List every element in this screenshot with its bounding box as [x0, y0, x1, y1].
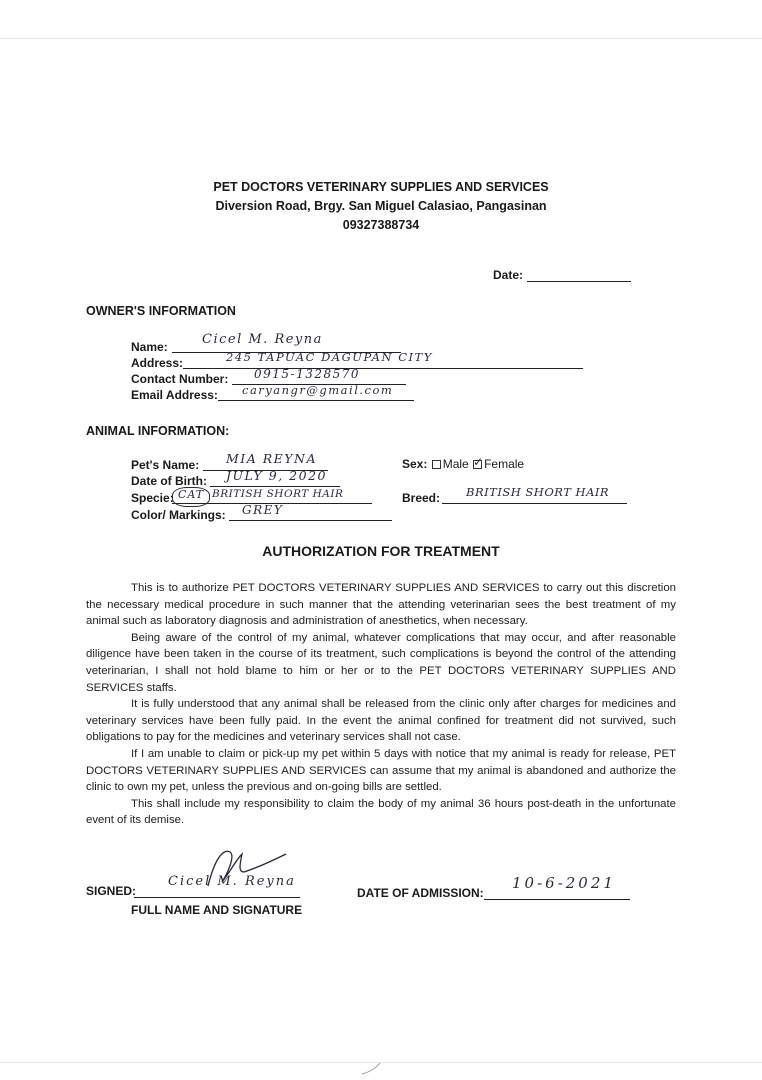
dob-label: Date of Birth: — [131, 474, 207, 488]
admission-label: DATE OF ADMISSION: — [357, 886, 484, 900]
breed-value: BRITISH SHORT HAIR — [466, 485, 610, 499]
owner-email-label: Email Address: — [131, 388, 218, 402]
color-value: GREY — [242, 503, 284, 517]
owner-section-title: OWNER'S INFORMATION — [86, 304, 236, 318]
clinic-address: Diversion Road, Brgy. San Miguel Calasiao, Pangasinan — [215, 199, 547, 213]
owner-address-label: Address: — [131, 356, 184, 370]
authorization-title: AUTHORIZATION FOR TREATMENT — [262, 543, 500, 559]
pet-name-label: Pet's Name: — [131, 458, 200, 472]
signature-line — [134, 897, 300, 898]
owner-email-value: caryangr@gmail.com — [242, 383, 394, 397]
specie-extra-value: BRITISH SHORT HAIR — [212, 488, 344, 500]
female-checkbox[interactable] — [473, 455, 484, 469]
pet-name-value: MIA REYNA — [226, 451, 317, 466]
dob-value: JULY 9, 2020 — [226, 468, 327, 483]
breed-line — [442, 503, 627, 504]
specie-value: CAT — [178, 488, 205, 501]
specie-label: Specie: — [131, 491, 174, 505]
male-option-label: Male — [442, 457, 469, 471]
admission-value: 10-6-2021 — [512, 874, 616, 892]
authorization-paragraph: It is fully understood that any animal shall be released from the clinic only after charges for medicines and veterinary services have been fully paid. In the event the animal confined for treatment did not survived, such obligations to pay for the medicines and veterinary services shall not case. — [86, 698, 676, 744]
owner-email-line — [218, 400, 414, 401]
authorization-paragraph: Being aware of the control of my animal, whatever complications that may occur, and after reasonable diligence have been taken in the course of its treatment, such complications is beyond the control of the attending veterinarian, I shall not hold blame to him or her or to the PET DOCTORS VETERINARY SUPPLIES AND SERVICES staffs. — [86, 631, 676, 694]
clinic-phone: 09327388734 — [342, 218, 420, 232]
sex-field — [402, 457, 524, 471]
checkmark-icon: ✓ — [473, 455, 484, 469]
signature-caption: FULL NAME AND SIGNATURE — [131, 903, 303, 917]
clinic-name: PET DOCTORS VETERINARY SUPPLIES AND SERVICES — [213, 180, 549, 194]
authorization-body — [86, 580, 676, 829]
authorization-paragraph: This is to authorize PET DOCTORS VETERINARY SUPPLIES AND SERVICES to carry out this discretion the necessary medical procedure in such manner that the attending veterinarian sees the best treatment of my animal such as laboratory diagnosis and administration of anesthetics, when necessary. — [86, 582, 676, 628]
owner-name-value: Cicel M. Reyna — [202, 332, 323, 347]
owner-address-value: 245 TAPUAC DAGUPAN CITY — [226, 350, 433, 364]
dob-line — [210, 486, 340, 487]
scan-edge-top — [0, 38, 762, 39]
authorization-paragraph: If I am unable to claim or pick-up my pet within 5 days with notice that my animal is ready for release, PET DOCTORS VETERINARY SUPPLIES AND SERVICES can assume that my animal is abandoned and authorize the clinic to own my pet, unless the previous and on-going bills are settled. — [86, 747, 676, 794]
female-option-label: Female — [484, 457, 525, 471]
owner-address-line — [183, 368, 583, 369]
owner-name-label: Name: — [131, 340, 168, 354]
date-label: Date: — [493, 268, 524, 282]
male-checkbox[interactable] — [432, 460, 441, 469]
owner-contact-value: 0915-1328570 — [254, 367, 361, 381]
authorization-paragraph: This shall include my responsibility to claim the body of my animal 36 hours post-death in the unfortunate event of its demise. — [86, 797, 676, 827]
signed-value: Cicel M. Reyna — [168, 874, 296, 889]
animal-section-title: ANIMAL INFORMATION: — [86, 424, 230, 438]
sex-label: Sex: — [402, 457, 428, 471]
admission-line — [484, 899, 630, 900]
date-field-line — [527, 281, 631, 282]
owner-contact-label: Contact Number: — [131, 372, 229, 386]
breed-label: Breed: — [402, 491, 441, 505]
color-label: Color/ Markings: — [131, 508, 226, 522]
signed-label: SIGNED: — [86, 884, 137, 898]
stray-mark — [360, 1062, 382, 1076]
color-line — [229, 520, 392, 521]
